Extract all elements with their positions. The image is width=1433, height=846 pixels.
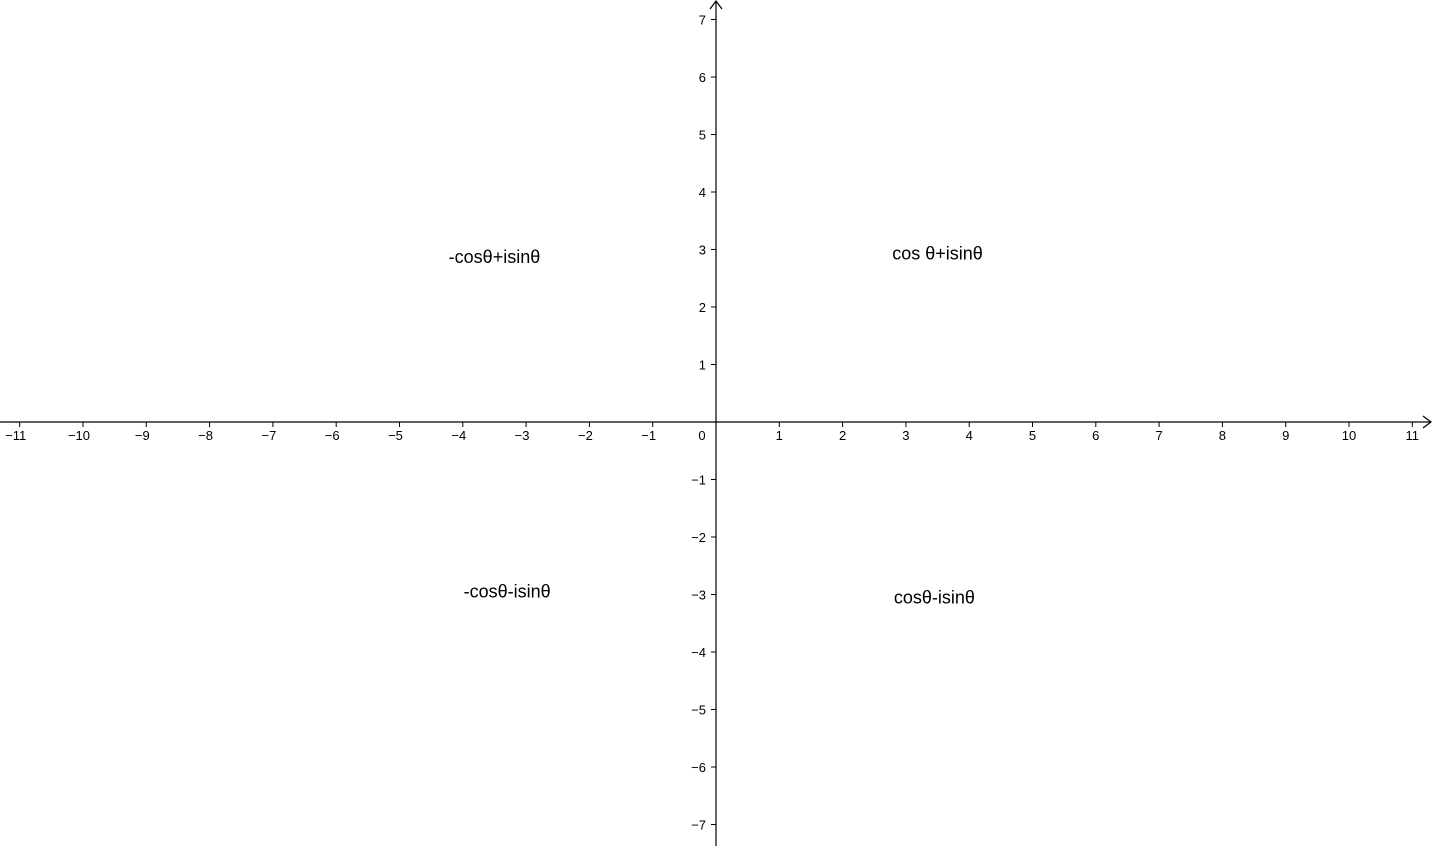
x-tick-label: −10 [67, 428, 91, 443]
x-tick-label: 2 [838, 428, 847, 443]
x-tick-label: −11 [5, 428, 27, 443]
quadrant-2-label: -cosθ+isinθ [448, 246, 541, 267]
y-tick-label: 3 [698, 242, 706, 258]
x-tick-label: 5 [1028, 428, 1037, 443]
y-tick-label: 6 [698, 70, 706, 85]
y-tick-label: −6 [691, 760, 706, 775]
quadrant-1-label: cos θ+isinθ [892, 243, 983, 264]
quadrant-4-label: cosθ-isinθ [893, 587, 975, 608]
y-tick-label: −1 [691, 472, 706, 488]
x-tick-label: 3 [902, 428, 910, 443]
y-tick-label: 1 [698, 357, 706, 373]
y-tick-label: 2 [698, 300, 706, 315]
origin-label: 0 [698, 428, 706, 443]
x-tick-label: −5 [388, 428, 403, 443]
x-tick-label: 4 [965, 428, 973, 443]
quadrant-3-label: -cosθ-isinθ [463, 581, 551, 602]
x-tick-label: −3 [514, 428, 530, 443]
x-tick-label: 11 [1405, 428, 1420, 443]
x-tick-label: 1 [775, 428, 783, 443]
x-tick-label: 8 [1218, 428, 1227, 443]
y-tick-label: −7 [691, 817, 706, 833]
y-tick-label: 7 [698, 12, 706, 28]
x-tick-label: −6 [324, 428, 340, 443]
y-tick-label: 5 [698, 127, 706, 143]
x-tick-label: −8 [198, 428, 214, 443]
x-tick-label: 9 [1282, 428, 1290, 443]
x-tick-label: −7 [261, 428, 277, 443]
y-tick-label: −2 [691, 530, 706, 545]
x-tick-label: −1 [641, 428, 657, 443]
y-tick-label: −3 [691, 587, 706, 603]
y-tick-label: 4 [698, 185, 706, 200]
y-tick-label: −4 [691, 645, 706, 660]
x-tick-label: −2 [577, 428, 593, 443]
x-tick-label: −4 [451, 428, 467, 443]
x-tick-label: 6 [1092, 428, 1100, 443]
x-tick-label: 10 [1341, 428, 1357, 443]
y-tick-label: −5 [691, 702, 706, 718]
x-tick-label: −9 [134, 428, 150, 443]
x-tick-label: 7 [1155, 428, 1163, 443]
